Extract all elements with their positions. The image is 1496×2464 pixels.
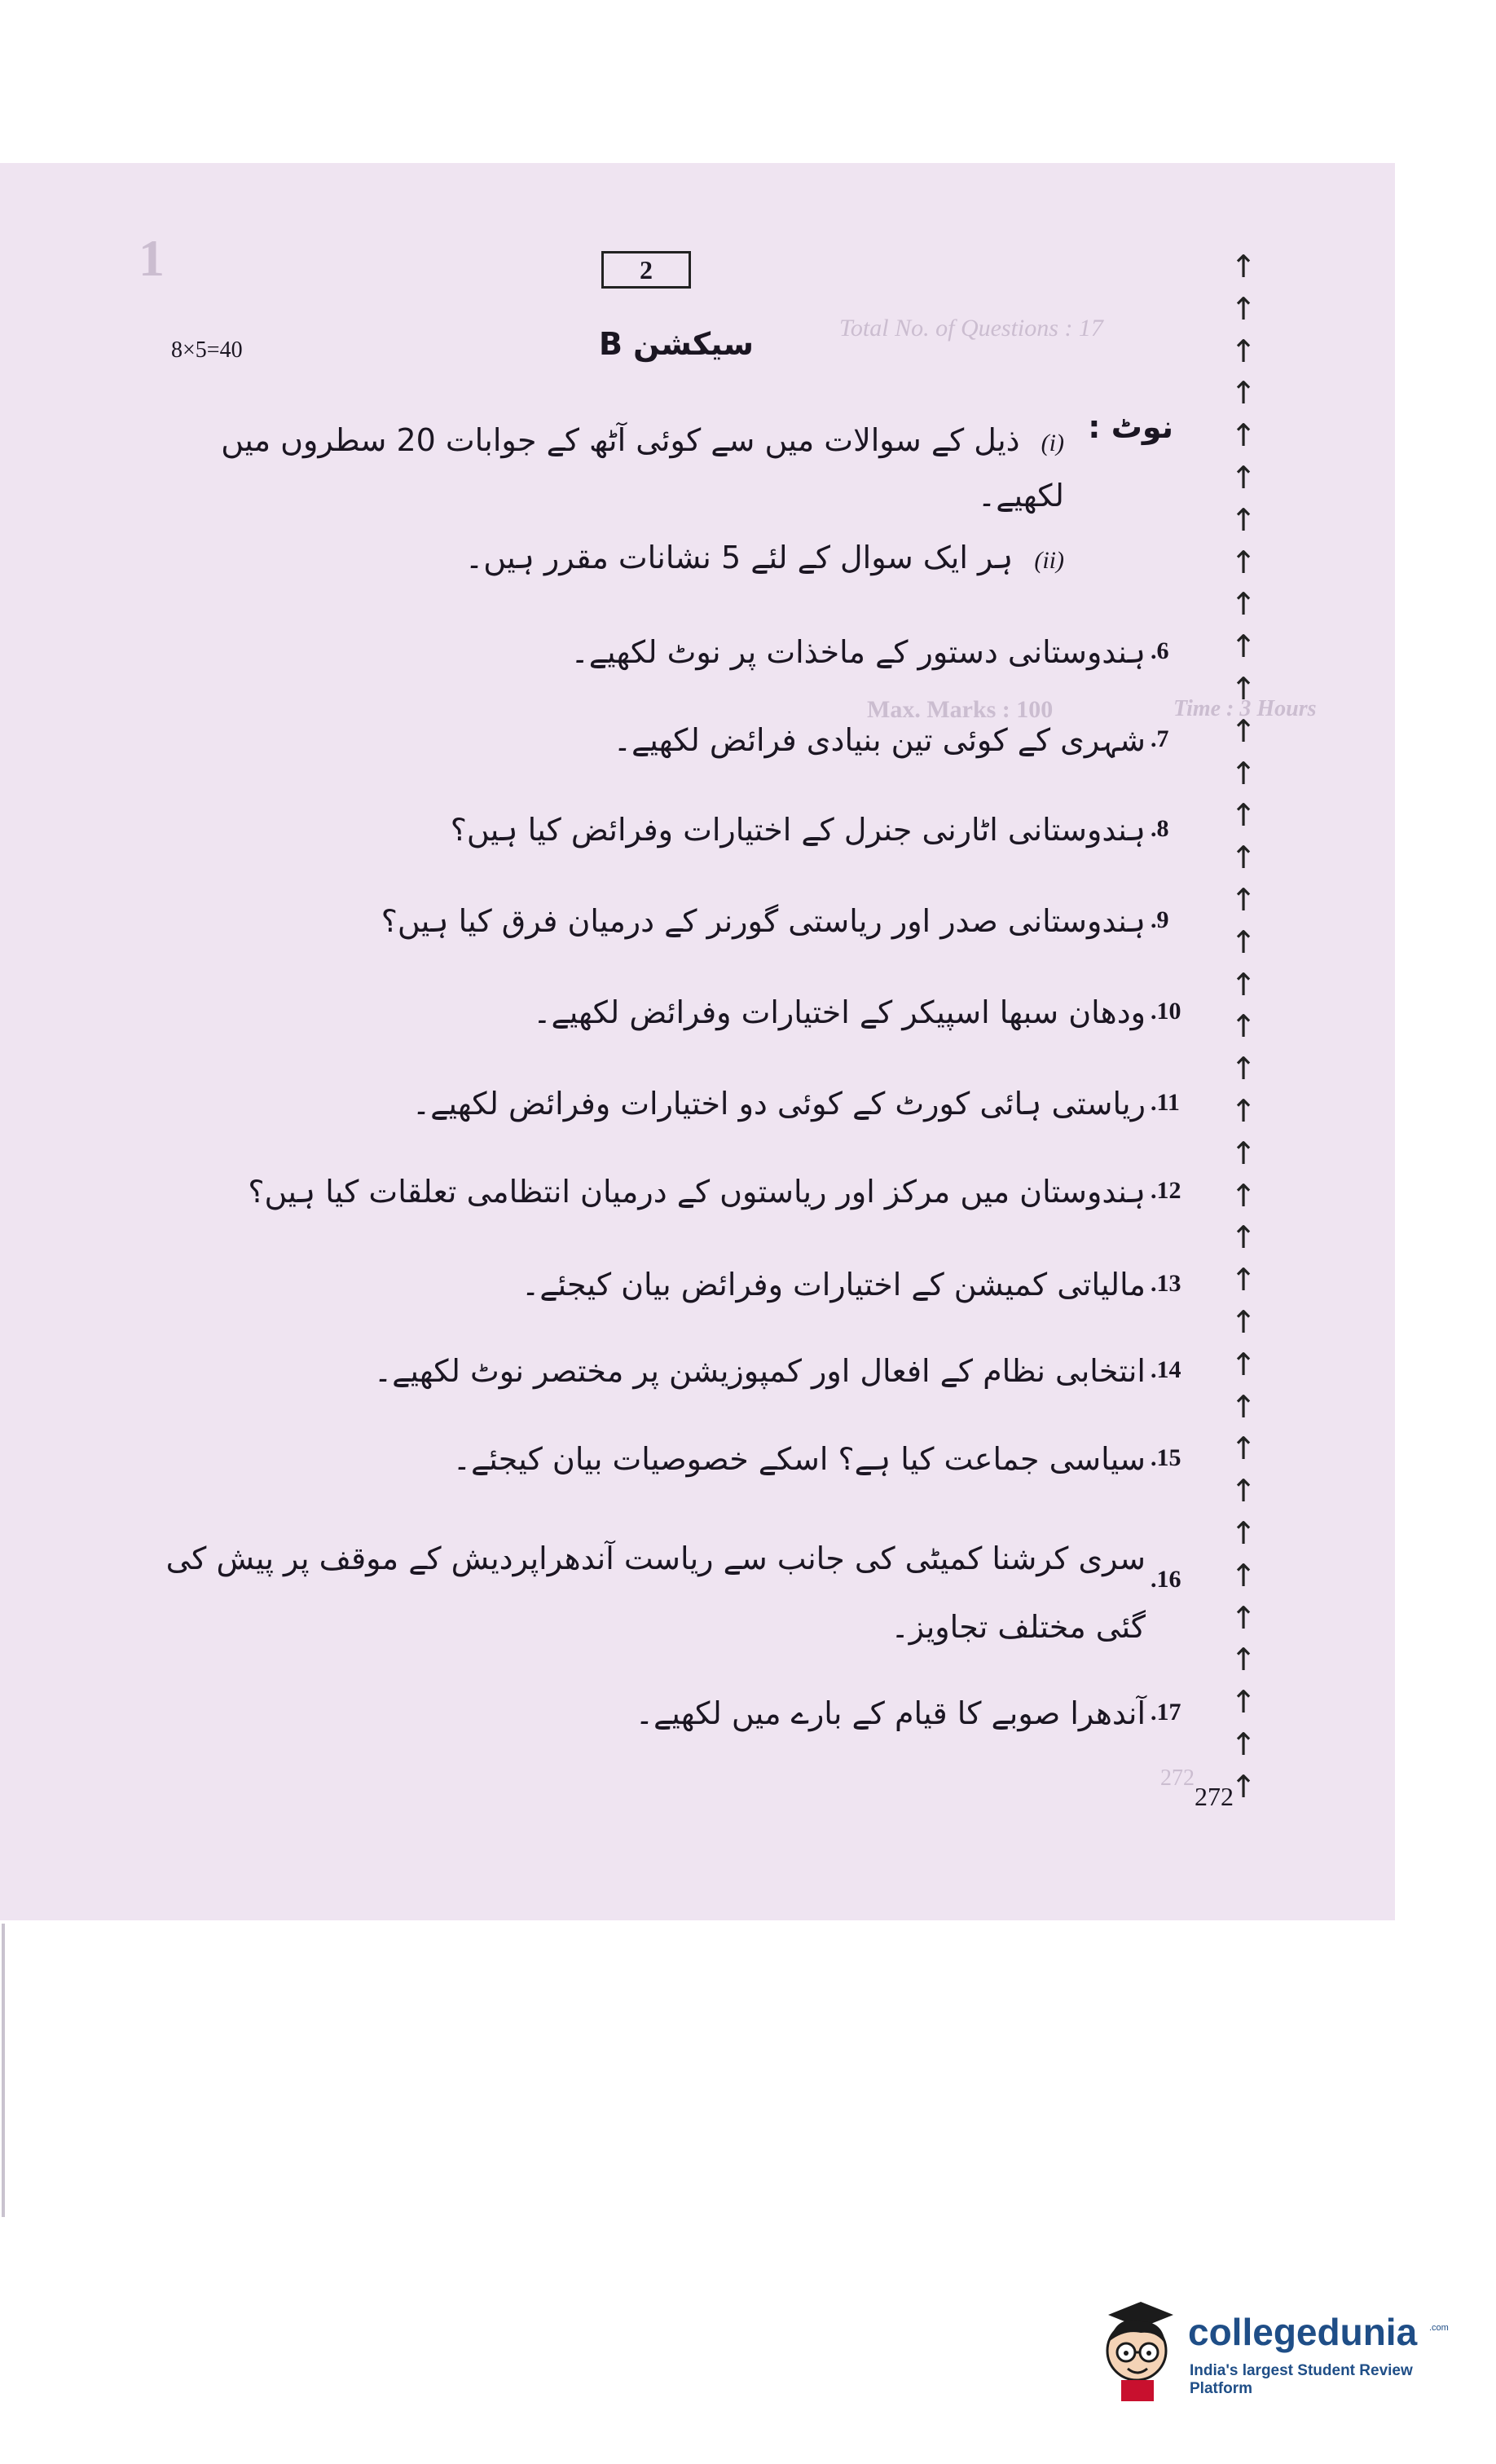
bleed-through-total-questions: Total No. of Questions : 17 [839,315,1103,342]
section-title: سیکشن B [598,326,755,362]
note-item-2-text: ہر ایک سوال کے لئے 5 نشانات مقرر ہیں۔ [464,540,1014,575]
page-box-number: 2 [601,251,691,289]
question-number: .9 [1151,906,1169,933]
question-text: ریاستی ہائی کورٹ کے کوئی دو اختیارات وفرائض لکھیے۔ [411,1086,1146,1122]
margin-arrow: ↑ [1230,1177,1256,1214]
question-number: .15 [1151,1444,1181,1471]
note-label: نوٹ : [1088,409,1173,445]
bleed-through-page-number: 272 [1160,1765,1195,1791]
question-number: .6 [1151,637,1169,664]
question-text: ودھان سبھا اسپیکر کے اختیارات وفرائض لکھیے۔ [533,994,1146,1030]
note-item-2 [465,540,1064,575]
question-number: .14 [1151,1356,1181,1383]
question-15 [143,1441,1181,1477]
note-item-1-continuation: لکھیے۔ [977,478,1064,514]
question-number: .17 [1151,1699,1181,1726]
margin-arrow: ↑ [1230,1262,1256,1298]
question-16 [143,1524,1181,1661]
margin-arrow: ↑ [1230,670,1256,707]
question-text: آندھرا صوبے کا قیام کے بارے میں لکھیے۔ [635,1695,1146,1731]
margin-arrow: ↑ [1230,628,1256,665]
question-14 [143,1353,1181,1389]
question-text: ہندوستانی دستور کے ماخذات پر نوٹ لکھیے۔ [570,634,1146,670]
question-number: .10 [1151,998,1181,1025]
question-text: شہری کے کوئی تین بنیادی فرائض لکھیے۔ [613,722,1146,758]
margin-arrow: ↑ [1230,417,1256,454]
margin-arrow: ↑ [1230,923,1256,960]
question-text: ہندوستانی صدر اور ریاستی گورنر کے درمیان فرق کیا ہیں؟ [381,903,1146,939]
note-item-1-text: ذیل کے سوالات میں سے کوئی آٹھ کے جوابات 20 سطروں میں [221,422,1020,458]
margin-arrow: ↑ [1230,1514,1256,1551]
margin-arrow: ↑ [1230,755,1256,791]
margin-arrow: ↑ [1230,712,1256,749]
margin-arrow: ↑ [1230,586,1256,623]
question-text: ہندوستان میں مرکز اور ریاستوں کے درمیان انتظامی تعلقات کیا ہیں؟ [248,1174,1146,1210]
question-7 [143,722,1169,758]
question-text: مالیاتی کمیشن کے اختیارات وفرائض بیان کیجئے۔ [521,1267,1146,1303]
margin-arrow: ↑ [1230,544,1256,580]
margin-arrow: ↑ [1230,966,1256,1003]
margin-arrow: ↑ [1230,1430,1256,1467]
note-item-1 [163,406,1064,478]
bleed-through-time: Time : 3 Hours [1173,696,1317,721]
margin-arrow: ↑ [1230,1726,1256,1762]
margin-arrow: ↑ [1230,1473,1256,1510]
margin-arrow: ↑ [1230,1599,1256,1636]
margin-arrow: ↑ [1230,1008,1256,1045]
question-number: .7 [1151,725,1169,752]
section-marks: 8×5=40 [171,337,243,363]
bleed-through-max-marks: Max. Marks : 100 [867,696,1054,723]
margin-arrow: ↑ [1230,1219,1256,1256]
margin-arrow: ↑ [1230,501,1256,538]
question-11 [143,1086,1180,1122]
question-13 [143,1267,1181,1303]
question-text: سری کرشنا کمیٹی کی جانب سے ریاست آندھراپردیش کے موقف پر پیش کی گئی مختلف تجاویز۔ [165,1541,1146,1645]
margin-arrow: ↑ [1230,1135,1256,1171]
question-text: انتخابی نظام کے افعال اور کمپوزیشن پر مختصر نوٹ لکھیے۔ [373,1353,1146,1389]
margin-arrow: ↑ [1230,840,1256,876]
note-item-1-marker: (i) [1041,430,1064,456]
margin-arrow: ↑ [1230,1642,1256,1678]
margin-arrow: ↑ [1230,1388,1256,1425]
margin-arrow: ↑ [1230,459,1256,496]
question-text: ہندوستانی اٹارنی جنرل کے اختیارات وفرائض کیا ہیں؟ [450,812,1146,848]
question-9 [143,903,1169,939]
margin-arrow: ↑ [1230,375,1256,412]
margin-arrow: ↑ [1230,1092,1256,1129]
student-mascot-icon [1092,2299,1181,2404]
margin-arrow: ↑ [1230,333,1256,369]
question-12 [143,1174,1181,1210]
page-number: 272 [1195,1782,1234,1811]
margin-arrow: ↑ [1230,797,1256,834]
margin-arrow: ↑ [1230,1557,1256,1593]
logo-tagline: India's largest Student Review Platform [1190,2362,1413,2397]
scan-edge-line [2,1924,5,2217]
logo-domain: .com [1429,2323,1449,2333]
question-6 [143,634,1169,670]
question-text: سیاسی جماعت کیا ہے؟ اسکے خصوصیات بیان کیجئے۔ [452,1441,1146,1477]
bleed-through-page-box: 1 [139,229,165,287]
margin-arrow: ↑ [1230,1684,1256,1721]
margin-arrow: ↑ [1230,1051,1256,1087]
question-8 [143,812,1169,848]
question-10 [143,994,1181,1030]
margin-arrow: ↑ [1230,1303,1256,1340]
margin-arrow: ↑ [1230,1346,1256,1382]
margin-arrow: ↑ [1230,881,1256,918]
question-number: .16 [1151,1566,1181,1593]
question-number: .12 [1151,1177,1181,1204]
question-number: .13 [1151,1270,1181,1297]
question-number: .8 [1151,815,1169,842]
question-number: .11 [1151,1089,1180,1116]
margin-arrow: ↑ [1230,249,1256,284]
collegedunia-logo [1092,2299,1450,2404]
margin-arrows [1229,246,1258,1808]
question-17 [143,1695,1181,1731]
margin-arrow: ↑ [1230,290,1256,327]
logo-name: collegedunia [1188,2311,1418,2353]
note-item-2-marker: (ii) [1034,547,1064,574]
margin-arrow: ↑ [1230,1768,1256,1805]
